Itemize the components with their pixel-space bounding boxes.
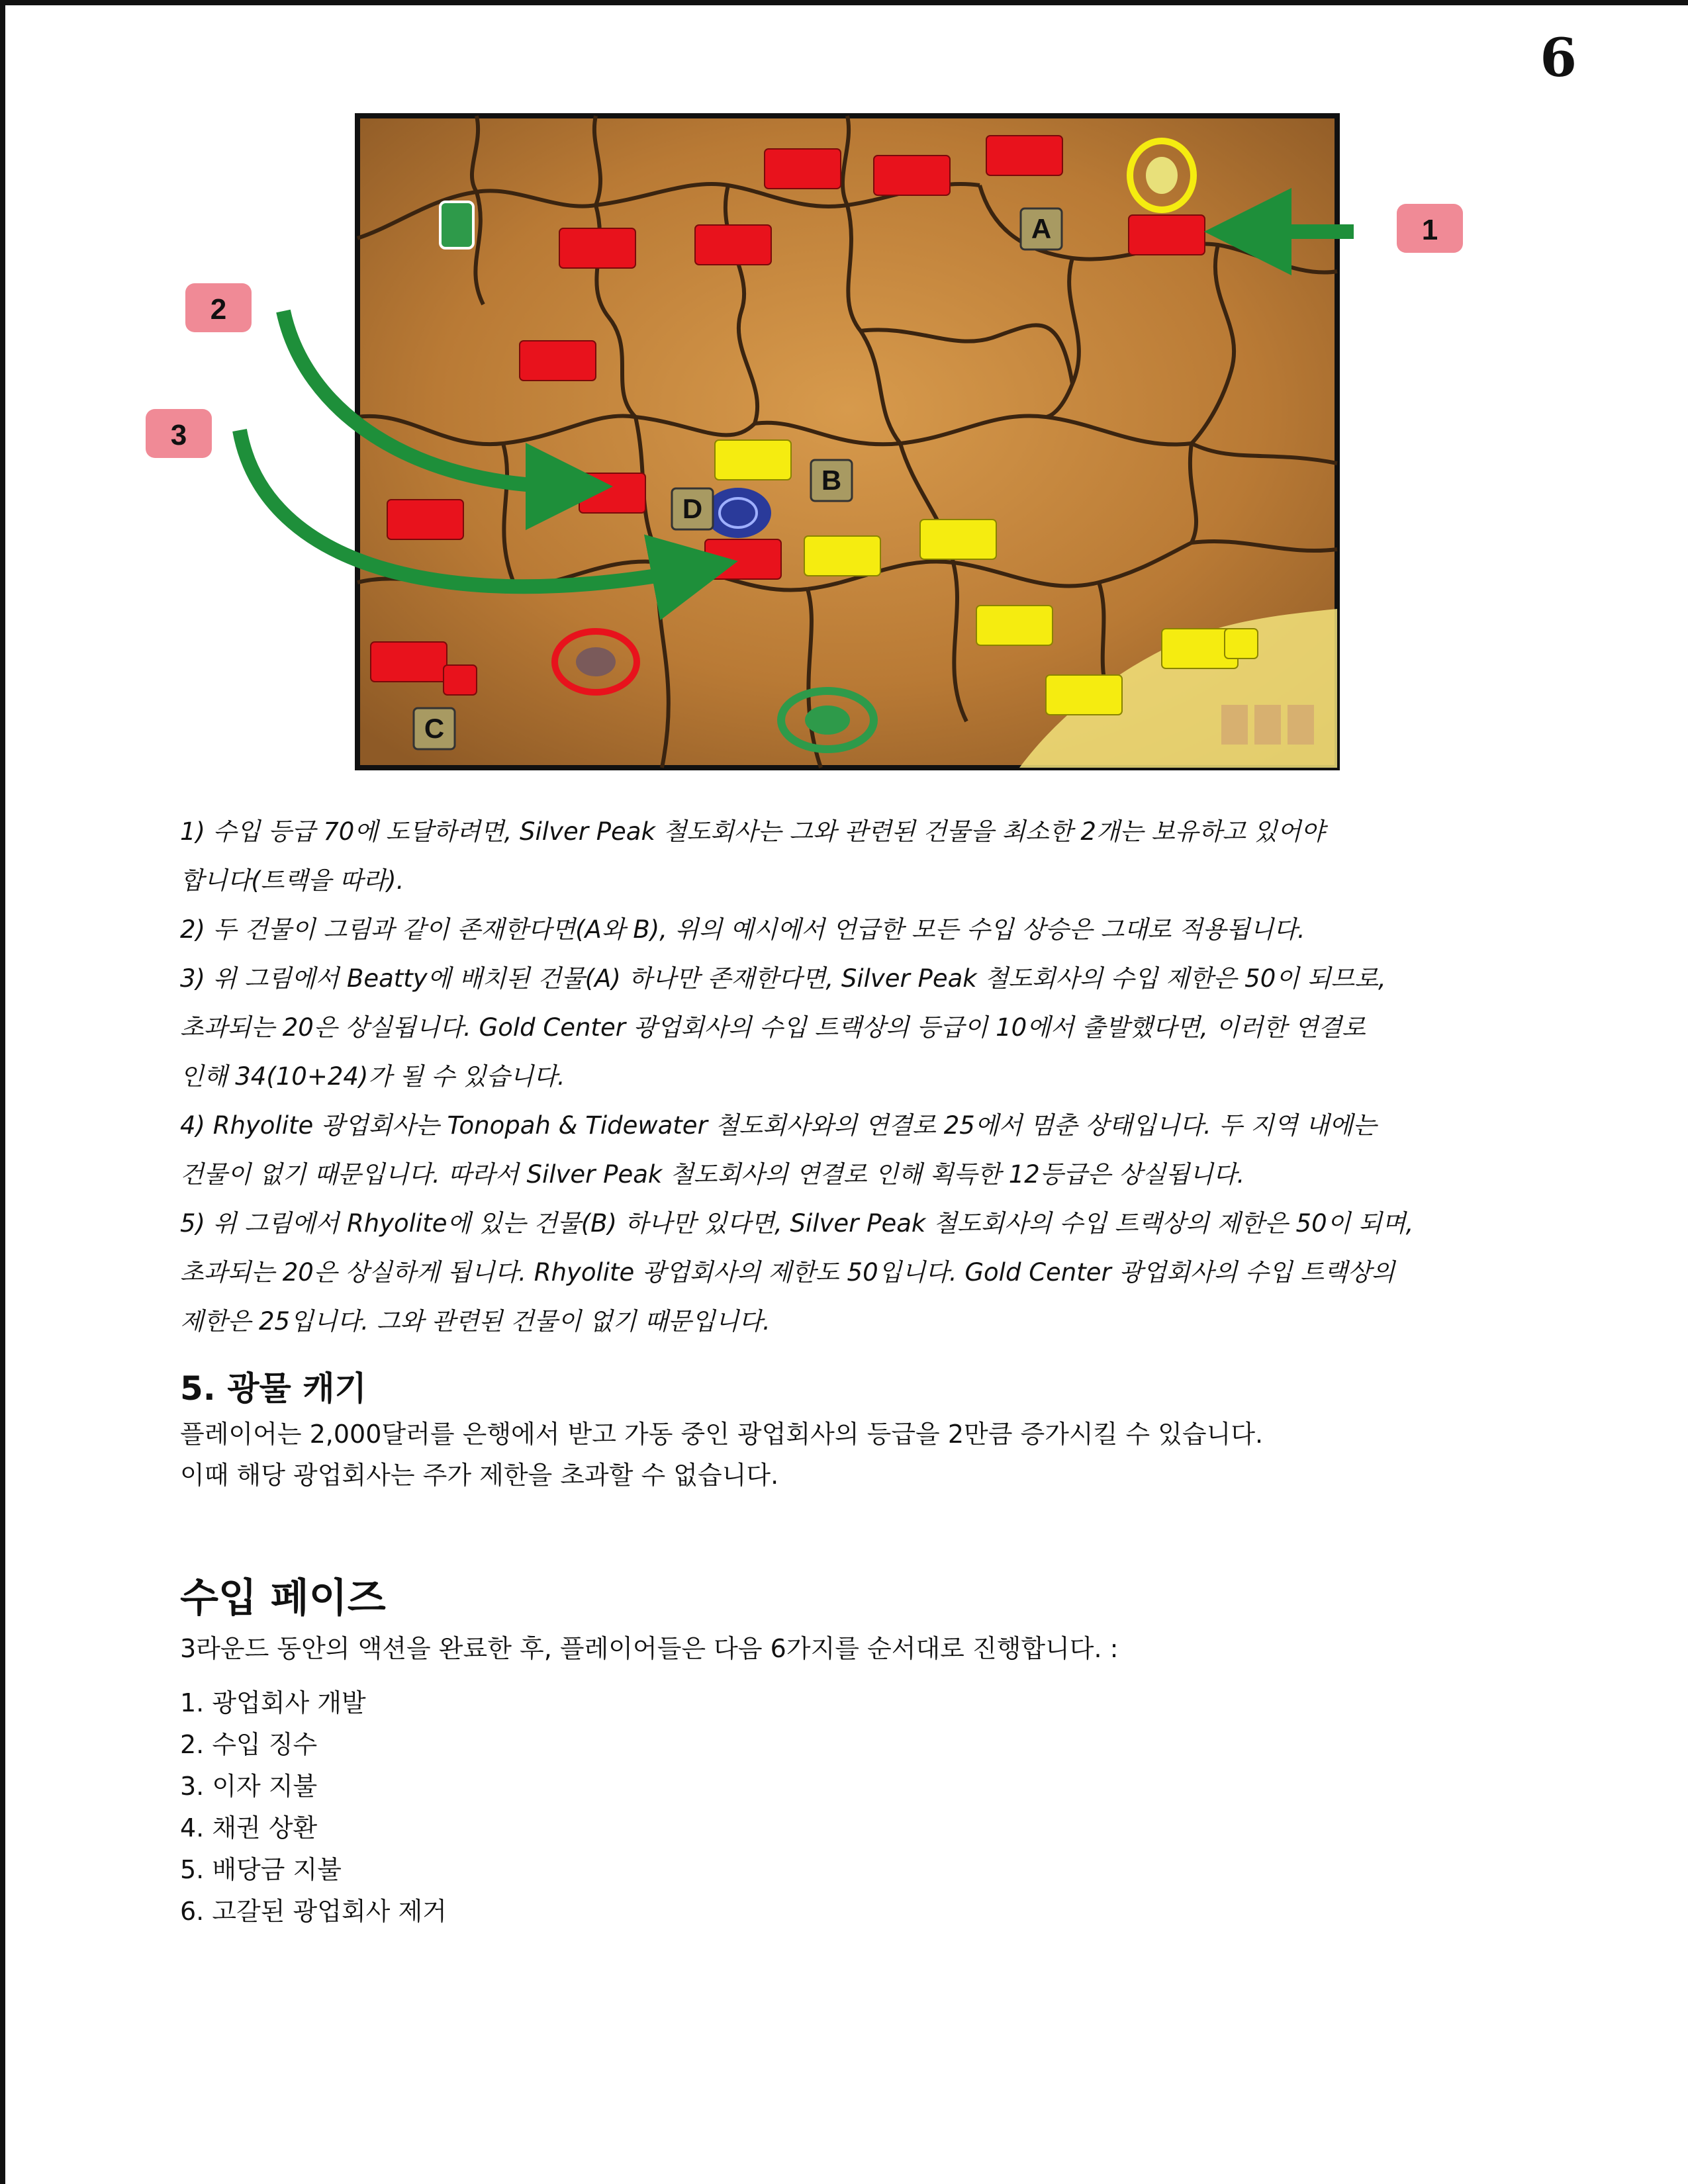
red-building bbox=[1129, 215, 1205, 255]
svg-text:2: 2 bbox=[210, 293, 227, 326]
section-body-line: 이때 해당 광업회사는 주가 제한을 초과할 수 없습니다. bbox=[180, 1461, 779, 1490]
tile-b bbox=[811, 460, 852, 501]
section-income-phase bbox=[180, 1569, 1524, 1933]
callout-3 bbox=[146, 409, 212, 458]
yellow-building bbox=[715, 440, 791, 480]
caption-line: 1) 수입 등급 70에 도달하려면, Silver Peak 철도회사는 그와 관련된 건물을 최소한 2개는 보유하고 있어야 bbox=[180, 817, 1325, 846]
red-building bbox=[371, 642, 447, 682]
caption-line: 초과되는 20은 상실됩니다. Gold Center 광업회사의 수입 트랙상의 등급이 10에서 출발했다면, 이러한 연결로 bbox=[180, 1013, 1366, 1042]
callout-1 bbox=[1397, 204, 1463, 253]
red-building bbox=[444, 665, 477, 695]
red-building bbox=[705, 539, 781, 579]
map-illustration bbox=[132, 106, 1523, 781]
svg-text:3: 3 bbox=[170, 419, 187, 451]
yellow-building bbox=[804, 536, 880, 576]
game-map-figure bbox=[132, 106, 1523, 781]
section-title: 수입 페이즈 bbox=[180, 1575, 386, 1621]
yellow-building bbox=[1046, 675, 1122, 715]
figure-captions bbox=[180, 807, 1524, 1346]
list-item: 2. 수입 징수 bbox=[180, 1730, 318, 1759]
list-item: 6. 고갈된 광업회사 제거 bbox=[180, 1897, 447, 1926]
yellow-building bbox=[1225, 629, 1258, 659]
callout-2 bbox=[185, 283, 252, 332]
list-item: 5. 배당금 지불 bbox=[180, 1855, 342, 1884]
red-building bbox=[695, 225, 771, 265]
score-chips bbox=[1221, 705, 1314, 745]
caption-line: 4) Rhyolite 광업회사는 Tonopah & Tidewater 철도회사와의 연결로 25에서 멈춘 상태입니다. 두 지역 내에는 bbox=[180, 1111, 1377, 1140]
list-item: 4. 채권 상환 bbox=[180, 1813, 318, 1843]
caption-line: 초과되는 20은 상실하게 됩니다. Rhyolite 광업회사의 제한도 50입니다. Gold Center 광업회사의 수입 트랙상의 bbox=[180, 1258, 1395, 1287]
red-building bbox=[986, 136, 1062, 175]
income-steps-list bbox=[180, 1682, 1524, 1933]
page-number: 6 bbox=[1540, 26, 1577, 89]
caption-line: 제한은 25입니다. 그와 관련된 건물이 없기 때문입니다. bbox=[180, 1307, 771, 1336]
red-building bbox=[559, 228, 635, 268]
tile-a bbox=[1021, 208, 1062, 250]
red-building bbox=[579, 473, 645, 513]
yellow-building bbox=[976, 606, 1053, 645]
caption-line: 2) 두 건물이 그림과 같이 존재한다면(A와 B), 위의 예시에서 언급한 모든 수입 상승은 그대로 적용됩니다. bbox=[180, 915, 1305, 944]
section-mining bbox=[180, 1363, 1524, 1496]
yellow-building bbox=[920, 520, 996, 559]
svg-text:D: D bbox=[682, 493, 703, 524]
red-building bbox=[520, 341, 596, 381]
svg-text:A: A bbox=[1031, 213, 1052, 244]
list-item: 1. 광업회사 개발 bbox=[180, 1688, 366, 1717]
red-building bbox=[874, 156, 950, 195]
tile-d bbox=[672, 488, 713, 529]
svg-text:B: B bbox=[821, 465, 842, 496]
svg-text:C: C bbox=[424, 713, 445, 744]
section-intro: 3라운드 동안의 액션을 완료한 후, 플레이어들은 다음 6가지를 순서대로 진행합니다. : bbox=[180, 1634, 1119, 1663]
page-border-left bbox=[0, 0, 5, 2184]
caption-line: 인해 34(10+24)가 될 수 있습니다. bbox=[180, 1062, 565, 1091]
page-border-top bbox=[0, 0, 1688, 5]
caption-line: 합니다(트랙을 따라). bbox=[180, 866, 404, 895]
tile-c bbox=[414, 708, 455, 749]
section-title: 5. 광물 캐기 bbox=[180, 1369, 367, 1408]
caption-line: 5) 위 그림에서 Rhyolite에 있는 건물(B) 하나만 있다면, Silver Peak 철도회사의 수입 트랙상의 제한은 50이 되며, bbox=[180, 1209, 1414, 1238]
svg-text:1: 1 bbox=[1421, 214, 1438, 246]
mine-icon-green-top bbox=[440, 202, 473, 248]
blue-mine-icon bbox=[705, 488, 771, 538]
caption-line: 건물이 없기 때문입니다. 따라서 Silver Peak 철도회사의 연결로 인해 획득한 12등급은 상실됩니다. bbox=[180, 1160, 1245, 1189]
caption-line: 3) 위 그림에서 Beatty에 배치된 건물(A) 하나만 존재한다면, Silver Peak 철도회사의 수입 제한은 50이 되므로, bbox=[180, 964, 1386, 993]
section-body-line: 플레이어는 2,000달러를 은행에서 받고 가동 중인 광업회사의 등급을 2만큼 증가시킬 수 있습니다. bbox=[180, 1420, 1264, 1449]
list-item: 3. 이자 지불 bbox=[180, 1772, 318, 1801]
red-building bbox=[765, 149, 841, 189]
red-building bbox=[387, 500, 463, 539]
